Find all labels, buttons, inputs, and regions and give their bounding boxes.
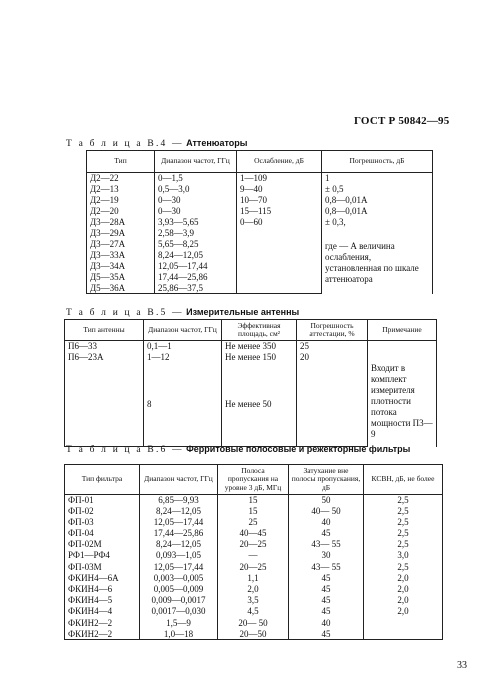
table-cell: 2,58—3,9 — [155, 228, 237, 239]
table-cell: 17,44—25,86 — [140, 528, 218, 539]
table-cell: 15 — [218, 506, 289, 517]
table-cell: Не менее 350 — [222, 341, 297, 352]
table-cell: Не менее 50 — [222, 399, 297, 447]
table-cell: 0,8—0,01А — [322, 206, 433, 217]
table-cell: ФКИН2—2 — [65, 629, 140, 640]
table-cell: 6,85—9,93 — [140, 495, 218, 506]
table-cell: 8,24—12,05 — [140, 506, 218, 517]
table-cell — [237, 283, 322, 294]
table-cell: Д2—22 — [87, 173, 155, 184]
table4-title: Аттенюаторы — [186, 138, 248, 148]
table4-header-error: Погрешность, дБ — [322, 151, 433, 173]
table-cell: 20 — [297, 352, 368, 400]
table-cell: Д3—34А — [87, 261, 155, 272]
table-cell: 0,1—1 — [144, 341, 222, 352]
table-cell: Д3—28А — [87, 217, 155, 228]
table4-attenuators — [86, 150, 433, 294]
table-cell: 12,05—17,44 — [140, 517, 218, 528]
table-cell: П6—23А — [65, 352, 144, 400]
table-cell — [65, 399, 144, 447]
table6-caption — [66, 444, 410, 455]
table-cell: Д2—19 — [87, 195, 155, 206]
table-cell: ФКИН4—6 — [65, 584, 140, 595]
table6-body — [65, 495, 443, 640]
table-cell: 20—50 — [218, 629, 289, 640]
table-cell: 17,44—25,86 — [155, 272, 237, 283]
table-cell: 0,003—0,005 — [140, 573, 218, 584]
table-cell: 8,24—12,05 — [155, 250, 237, 261]
table5-note: Входит в комплект измерителя плотности потока мощности П3—9 — [368, 352, 437, 447]
table-cell: 25,86—37,5 — [155, 283, 237, 294]
table-cell: 2,0 — [364, 606, 443, 617]
table-cell: 0—1,5 — [155, 173, 237, 184]
table6-ferrite-filters — [64, 464, 443, 640]
table6-header-freq: Диапазон частот, ГГц — [140, 465, 218, 495]
table-cell: 0,0017—0,030 — [140, 606, 218, 617]
table-cell — [297, 399, 368, 447]
table-cell: ± 0,5 — [322, 184, 433, 195]
table-cell: 12,05—17,44 — [140, 562, 218, 573]
table5-header-note: Примечание — [368, 320, 437, 341]
table-cell — [364, 618, 443, 629]
table-cell: 0,8—0,01А — [322, 195, 433, 206]
table6-label: Т а б л и ц а В.6 — — [66, 445, 184, 455]
table-cell: 2,0 — [364, 573, 443, 584]
table-cell: 40 — [289, 517, 364, 528]
table-row — [65, 618, 443, 629]
table-cell: — — [218, 550, 289, 561]
table-cell: 9—40 — [237, 184, 322, 195]
table6-header-attenuation: Затухание вне полосы пропускания, дБ — [289, 465, 364, 495]
table4-label: Т а б л и ц а В.4 — — [66, 139, 184, 149]
table-cell: 8,24—12,05 — [140, 539, 218, 550]
table-row — [65, 584, 443, 595]
table-cell: 0,5—3,0 — [155, 184, 237, 195]
table-cell: 25 — [218, 517, 289, 528]
table-cell: ФП-02 — [65, 506, 140, 517]
table-row — [65, 506, 443, 517]
table-cell: ФКИН4—5 — [65, 595, 140, 606]
table-cell: 1,1 — [218, 573, 289, 584]
table-cell: Д3—33А — [87, 250, 155, 261]
table-cell: 50 — [289, 495, 364, 506]
table-cell: 20—25 — [218, 562, 289, 573]
table-cell: 5,65—8,25 — [155, 239, 237, 250]
table-row — [65, 528, 443, 539]
table-cell: 1,0—18 — [140, 629, 218, 640]
table-cell — [237, 272, 322, 283]
table-cell: РФ1—РФ4 — [65, 550, 140, 561]
table-cell: 40—45 — [218, 528, 289, 539]
table-row — [65, 341, 437, 352]
table-cell: 2,5 — [364, 562, 443, 573]
table-cell: Д2—20 — [87, 206, 155, 217]
table-cell: ФП-02М — [65, 539, 140, 550]
table5-header-area: Эффективная площадь, см² — [222, 320, 297, 341]
table-cell: 43— 55 — [289, 539, 364, 550]
table5-header-freq: Диапазон частот, ГГц — [144, 320, 222, 341]
table-cell — [237, 239, 322, 250]
table-cell: 0,009—0,0017 — [140, 595, 218, 606]
table-row — [65, 629, 443, 640]
table-cell: 0—30 — [155, 195, 237, 206]
table-cell: 45 — [289, 584, 364, 595]
table-row — [87, 173, 433, 184]
table-cell: ФКИН2—2 — [65, 618, 140, 629]
table-cell: 2,5 — [364, 506, 443, 517]
table4-header-freq: Диапазон частот, ГГц — [155, 151, 237, 173]
table6-header-vswr: КСВН, дБ, не более — [364, 465, 443, 495]
table-cell: 25 — [297, 341, 368, 352]
page-number: 33 — [457, 660, 467, 671]
table-cell: 45 — [289, 629, 364, 640]
table-cell: ± 0,3, — [322, 217, 433, 228]
table6-title: Ферритовые полосовые и режекторные фильтры — [186, 444, 411, 454]
table-row — [65, 550, 443, 561]
table-cell: 40— 50 — [289, 506, 364, 517]
table-cell: 15 — [218, 495, 289, 506]
table-cell: 45 — [289, 573, 364, 584]
table5-label: Т а б л и ц а В.5 — — [66, 308, 184, 318]
table5-header-type: Тип антенны — [65, 320, 144, 341]
table-cell: 0,005—0,009 — [140, 584, 218, 595]
table-row — [65, 352, 437, 400]
table-cell: 43— 55 — [289, 562, 364, 573]
table-cell: 1—109 — [237, 173, 322, 184]
table-cell: ФКИН4—6А — [65, 573, 140, 584]
table-cell: 30 — [289, 550, 364, 561]
table-cell: Д3—27А — [87, 239, 155, 250]
table-cell: 2,0 — [218, 584, 289, 595]
table5-antennas — [64, 319, 437, 447]
table5-header-error: Погрешность аттестации, % — [297, 320, 368, 341]
table-row — [87, 195, 433, 206]
table-row — [65, 595, 443, 606]
table-cell: Д3—29А — [87, 228, 155, 239]
table-cell: 2,5 — [364, 495, 443, 506]
table-cell: 4,5 — [218, 606, 289, 617]
table-cell: ФП-03М — [65, 562, 140, 573]
table-cell: 0—30 — [155, 206, 237, 217]
table-cell — [364, 629, 443, 640]
table-cell: 0,093—1,05 — [140, 550, 218, 561]
table-row — [65, 606, 443, 617]
table-cell — [368, 341, 437, 352]
table-cell: 8 — [144, 399, 222, 447]
table5-caption — [66, 307, 299, 318]
table-row — [87, 228, 433, 239]
table-cell: Д5—36А — [87, 283, 155, 294]
table-cell: 1,5—9 — [140, 618, 218, 629]
table-cell: Д5—35А — [87, 272, 155, 283]
table-row — [65, 573, 443, 584]
table5-title: Измерительные антенны — [186, 307, 300, 317]
table-row — [65, 539, 443, 550]
table6-header-bandwidth: Полоса пропускания на уровне 3 дБ, МГц — [218, 465, 289, 495]
table-row — [65, 562, 443, 573]
table6-header-type: Тип фильтра — [65, 465, 140, 495]
table-row — [87, 184, 433, 195]
table-cell: 2,5 — [364, 539, 443, 550]
table-cell: 2,0 — [364, 584, 443, 595]
table4-body — [87, 173, 433, 294]
table-cell: 20—25 — [218, 539, 289, 550]
table-cell: 1 — [322, 173, 433, 184]
table-cell: 1—12 — [144, 352, 222, 400]
table-cell — [237, 228, 322, 239]
table-cell: 45 — [289, 606, 364, 617]
table5-body — [65, 341, 437, 447]
table-cell: 2,5 — [364, 528, 443, 539]
table-cell: 45 — [289, 595, 364, 606]
table-cell: 45 — [289, 528, 364, 539]
table4-header-attenuation: Ослабление, дБ — [237, 151, 322, 173]
table-cell: 12,05—17,44 — [155, 261, 237, 272]
table-row — [87, 217, 433, 228]
table-cell: 3,5 — [218, 595, 289, 606]
table-cell: ФКИН4—4 — [65, 606, 140, 617]
table-cell: 0—60 — [237, 217, 322, 228]
table-cell: 10—70 — [237, 195, 322, 206]
table-cell — [237, 250, 322, 261]
table4-note: где — А величина ослабления, установленная по шкале аттенюатора — [322, 228, 433, 294]
table-row — [65, 495, 443, 506]
table-cell: 3,0 — [364, 550, 443, 561]
table-row — [65, 517, 443, 528]
table-cell: 2,0 — [364, 595, 443, 606]
table-cell: 40 — [289, 618, 364, 629]
table4-header-type: Тип — [87, 151, 155, 173]
table-cell: 15—115 — [237, 206, 322, 217]
table-cell: 2,5 — [364, 517, 443, 528]
table-cell: Д2—13 — [87, 184, 155, 195]
table-cell: 3,93—5,65 — [155, 217, 237, 228]
table4-caption — [66, 138, 247, 149]
table-cell: 20— 50 — [218, 618, 289, 629]
table-cell: П6—33 — [65, 341, 144, 352]
table-cell: ФП-03 — [65, 517, 140, 528]
table-cell — [237, 261, 322, 272]
table-cell: ФП-01 — [65, 495, 140, 506]
table-cell: ФП-04 — [65, 528, 140, 539]
standard-header: ГОСТ Р 50842—95 — [354, 115, 450, 127]
table-row — [87, 206, 433, 217]
table-cell: Не менее 150 — [222, 352, 297, 400]
